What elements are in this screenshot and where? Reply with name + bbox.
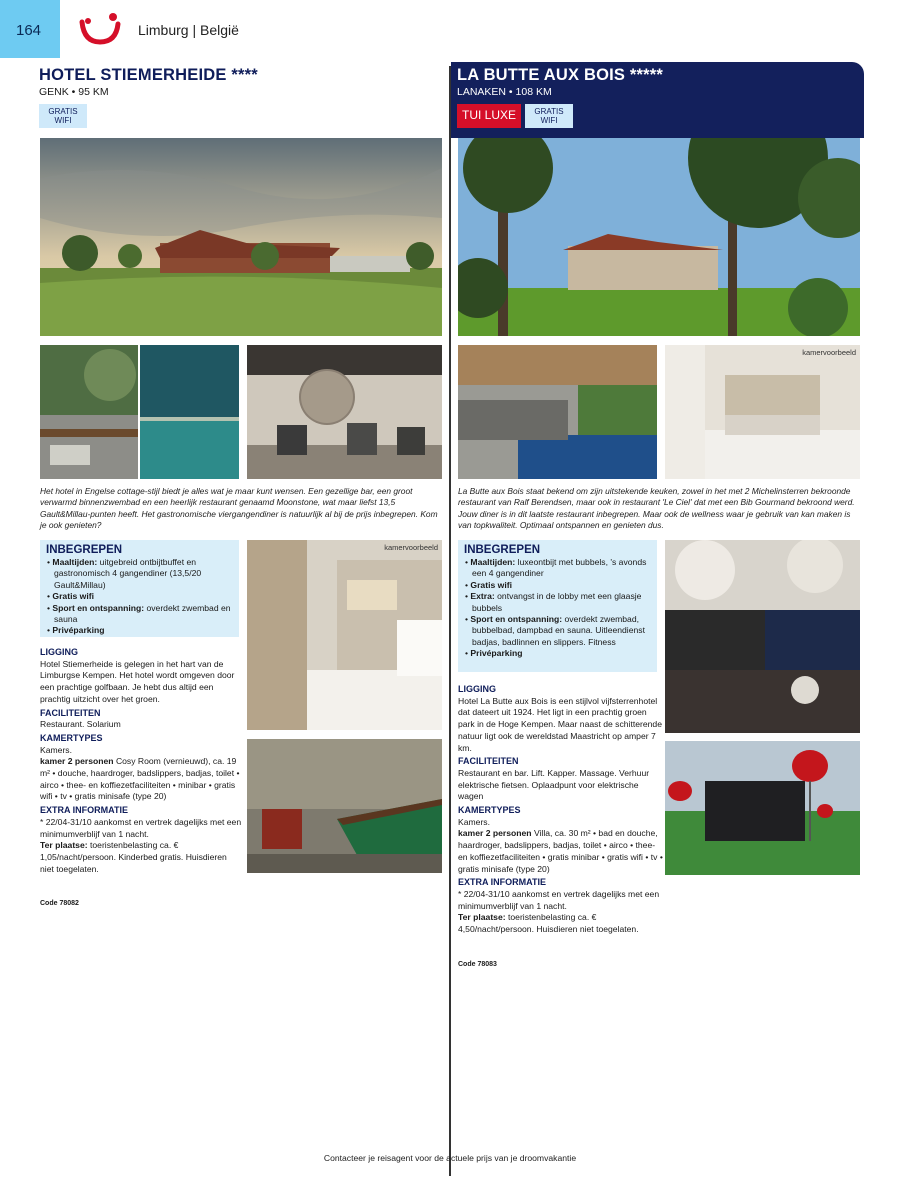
wifi-badge: GRATIS WIFI <box>39 104 87 128</box>
booking-code: Code 78082 <box>40 900 79 907</box>
hotel-location: GENK • 95 KM <box>39 86 109 98</box>
included-item-label: Gratis wifi <box>470 579 512 590</box>
extra-heading: EXTRA INFORMATIE <box>40 805 128 816</box>
hotel-header <box>451 62 864 138</box>
hotel-header <box>39 62 443 138</box>
extra-text: * 22/04-31/10 aankomst en vertrek dagelijks met een minimumverblijf van 1 nacht. <box>458 888 660 911</box>
faciliteiten-text: Restaurant en bar. Lift. Kapper. Massage. Verhuur elektrische fietsen. Oplaadpunt voor elektrische wagen <box>458 767 650 802</box>
included-item-text: overdekt zwembad, bubbelbad, dampbad en sauna. Uitleendienst badjas, badlinnen en slippers. Fitness <box>472 614 645 647</box>
faciliteiten-heading: FACILITEITEN <box>458 756 519 767</box>
tui-luxe-badge: TUI LUXE <box>457 104 521 128</box>
region-label: Limburg | België <box>138 22 239 38</box>
ligging-heading: LIGGING <box>40 647 78 657</box>
included-item: • Extra: ontvangst in de lobby met een glaasje bubbels <box>465 591 642 613</box>
included-item-label: Maaltijden: <box>52 557 98 567</box>
hotel-title: HOTEL STIEMERHEIDE <box>39 66 227 84</box>
included-item-label: Maaltijden: <box>470 557 516 567</box>
included-item: • Privéparking <box>465 648 523 659</box>
kamertypes-heading: KAMERTYPES <box>458 805 521 816</box>
garden-terrace-photo <box>40 345 138 479</box>
included-item: • Maaltijden: luxeontbijt met bubbels, 's avonds een 4 gangendiner <box>465 557 647 579</box>
restaurant-moonstone-photo <box>247 345 442 479</box>
column-divider <box>449 66 451 1176</box>
included-item-text: luxeontbijt met bubbels, 's avonds een 4 gangendiner <box>472 557 647 579</box>
included-item-label: Sport en ontspanning: <box>52 602 145 613</box>
photo-caption: kamervoorbeeld <box>802 348 856 357</box>
restaurant-le-ciel-photo <box>665 540 860 733</box>
included-item-text: uitgebreid ontbijtbuffet en gastronomisch 4 gangendiner (13,5/20 Gault&Millau) <box>54 557 202 590</box>
garden-sculpture-photo <box>665 741 860 875</box>
hotel-title: LA BUTTE AUX BOIS <box>457 66 626 84</box>
ter-plaatse-text: toeristenbelasting ca. € 4,50/nacht/persoon. Huisdieren niet toegelaten. <box>458 912 639 935</box>
included-item: • Sport en ontspanning: overdekt zwembad en sauna <box>47 602 231 625</box>
included-title: INBEGREPEN <box>464 544 541 556</box>
wellness-pool-photo <box>458 345 657 479</box>
room-type-text: Cosy Room (vernieuwd), ca. 19 m² • douche, haardroger, badslippers, badjas, toilet • airco • thee- en koffiezetfaciliteiten • minibar • gratis wifi • tv • gratis minisafe (type 20) <box>40 756 240 802</box>
ter-plaatse-label: Ter plaatse: <box>458 912 506 923</box>
faciliteiten-text: Restaurant. Solarium <box>40 719 121 730</box>
included-item-text: ontvangst in de lobby met een glaasje bubbels <box>472 591 642 613</box>
room-type-text: Villa, ca. 30 m² • bad en douche, haardroger, badslippers, badjas, toilet • airco • thee- en koffiezetfaciliteiten • gratis minibar • gratis wifi • tv • gratis minisafe (type 20) <box>458 828 663 874</box>
hotel-stars: ***** <box>629 66 664 84</box>
indoor-pool-photo <box>140 345 239 479</box>
billiard-lounge-photo <box>247 739 442 873</box>
kamertypes-intro: Kamers. <box>458 816 490 827</box>
hotel-intro: Het hotel in Engelse cottage-stijl biedt je alles wat je maar kunt wensen. Een gezellige bar, een groot verwarmd binnenzwembad en een heerlijk restaurant genaamd Moonstone, wat maar liefst 13,5 Gault&Millau-punten heeft. Het gastronomische viergangendiner is natuurlijk al bij de prijs inbegrepen. Kom je ook genieten? <box>40 486 438 530</box>
hotel-stiemerheide <box>39 62 443 138</box>
included-item: • Sport en ontspanning: overdekt zwembad, bubbelbad, dampbad en sauna. Uitleendienst badjas, badlinnen en slippers. Fitness <box>465 614 645 647</box>
included-list <box>464 557 651 660</box>
included-title: INBEGREPEN <box>46 544 123 556</box>
ligging-text: Hotel Stiemerheide is gelegen in het hart van de Limburgse Kempen. Het hotel wordt omgeven door een prachtige golfbaan. Je hebt dus altijd een prachtig uitzicht over het groen. <box>40 658 235 704</box>
hotel-intro: La Butte aux Bois staat bekend om zijn uitstekende keuken, zowel in het met 2 Michelinsterren bekroonde restaurant van Ralf Berendsen, maar ook in restaurant 'Le Ciel' dat met een Bib Gourmand bekroond werd. Jouw diner is in dit laatste restaurant inbegrepen. Maar ook de wellness waar je gebruik van kan maken is van topkwaliteit. Optimaal ontspannen en genieten dus. <box>458 486 855 530</box>
extra-text: * 22/04-31/10 aankomst en vertrek dagelijks met een minimumverblijf van 1 nacht. <box>40 816 242 839</box>
kamertypes-intro: Kamers. <box>40 744 72 755</box>
page-number: 164 <box>0 0 60 58</box>
included-box <box>458 540 657 672</box>
included-item-label: Gratis wifi <box>52 591 94 602</box>
included-item: • Gratis wifi <box>47 591 94 602</box>
included-item-label: Sport en ontspanning: <box>470 614 563 625</box>
hotel-location: LANAKEN • 108 KM <box>457 86 552 98</box>
included-item-text: overdekt zwembad en sauna <box>54 602 231 625</box>
hotel-exterior-photo <box>40 138 442 336</box>
kamertypes-heading: KAMERTYPES <box>40 732 103 743</box>
room-photo <box>665 345 860 479</box>
extra-heading: EXTRA INFORMATIE <box>458 877 546 888</box>
hotel-details <box>458 682 663 936</box>
included-list <box>46 557 233 637</box>
included-item: • Privéparking <box>47 625 105 636</box>
ligging-heading: LIGGING <box>458 684 496 694</box>
room-photo <box>247 540 442 730</box>
photo-caption: kamervoorbeeld <box>384 543 438 552</box>
included-item-label: Extra: <box>470 591 495 602</box>
ter-plaatse-label: Ter plaatse: <box>40 840 88 851</box>
ligging-text: Hotel La Butte aux Bois is een stijlvol vijfsterrenhotel dat dateert uit 1924. Het ligt in een prachtig groen park in de Hoge Kempen. Maar naast de schitterende natuur ligt ook de wereldstad Maastricht op amper 7 km. <box>458 695 662 753</box>
wifi-badge: GRATIS WIFI <box>525 104 573 128</box>
hotel-details <box>40 645 242 875</box>
included-item: • Maaltijden: uitgebreid ontbijtbuffet en gastronomisch 4 gangendiner (13,5/20 Gault&Millau) <box>47 557 202 590</box>
included-box <box>40 540 239 637</box>
hotel-la-butte-aux-bois <box>451 62 864 138</box>
hotel-exterior-photo <box>458 138 860 336</box>
faciliteiten-heading: FACILITEITEN <box>40 707 101 718</box>
included-item-label: Privéparking <box>470 648 523 659</box>
tui-logo <box>78 12 122 51</box>
room-type-label: kamer 2 personen <box>458 828 532 839</box>
room-type-label: kamer 2 personen <box>40 756 114 767</box>
booking-code: Code 78083 <box>458 961 497 968</box>
hotel-stars: **** <box>231 66 258 84</box>
page-footer: Contacteer je reisagent voor de actuele prijs van je droomvakantie <box>323 1153 577 1163</box>
included-item: • Gratis wifi <box>465 579 512 590</box>
ter-plaatse-text: toeristenbelasting ca. € 1,05/nacht/persoon. Kinderbed gratis. Huisdieren niet toegelaten. <box>40 840 227 874</box>
included-item-label: Privéparking <box>52 625 105 636</box>
